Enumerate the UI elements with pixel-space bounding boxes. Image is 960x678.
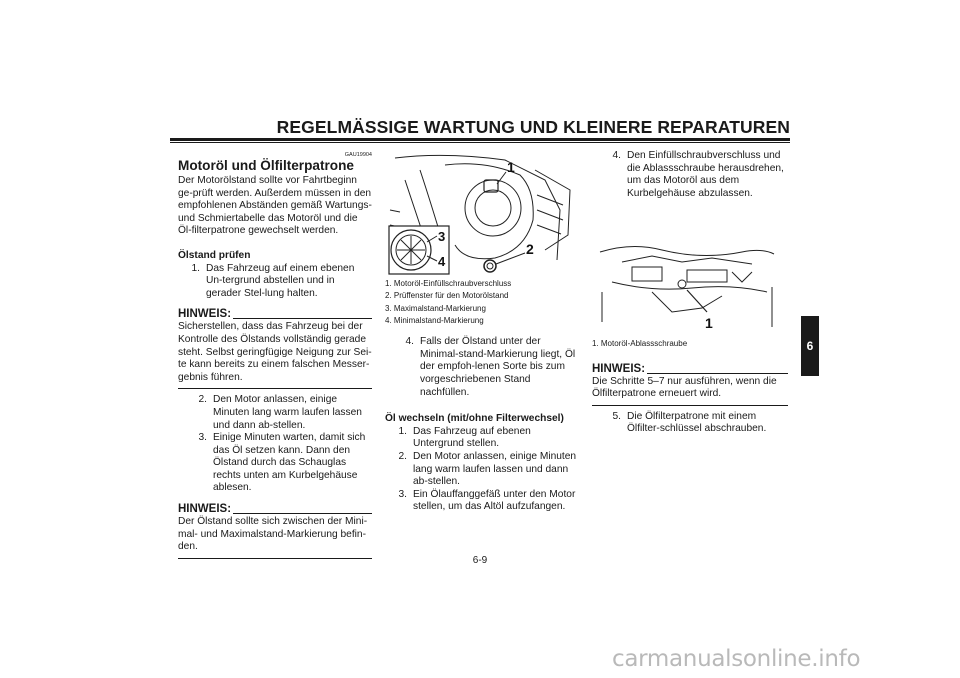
step-text: Falls der Ölstand unter der Minimal-stand-Markierung liegt, Öl der empfoh-lenen Sorte bis zum vorgeschriebenen Stand nachfüllen. bbox=[420, 336, 576, 398]
change-steps-b bbox=[592, 150, 788, 200]
callout-3: 3 bbox=[438, 229, 446, 244]
step-text: Einige Minuten warten, damit sich das Öl setzen kann. Dann den Ölstand durch das Schauglas rechts unten am Kurbelgehäuse ablesen. bbox=[213, 432, 366, 494]
change-step-2 bbox=[385, 451, 581, 489]
caption: 2. Prüffenster für den Motorölstand bbox=[385, 291, 509, 301]
section-intro: Der Motorölstand sollte vor Fahrtbeginn ge-prüft werden. Außerdem müssen in den empfohlenen Abständen gemäß Wartungs- und Schmiertabelle das Motoröl und die Öl-filterpatrone gewechselt werden. bbox=[178, 175, 372, 237]
figure2-captions bbox=[592, 338, 788, 350]
note-rule bbox=[233, 513, 372, 514]
step-number: 4. bbox=[405, 336, 414, 348]
step-number: 3. bbox=[198, 432, 207, 444]
step-text: Ein Ölauffanggefäß unter den Motor stellen, um das Altöl aufzufangen. bbox=[413, 488, 576, 513]
check-step-4 bbox=[392, 336, 581, 399]
note-text-3: Die Schritte 5–7 nur ausführen, wenn die Ölfilterpatrone erneuert wird. bbox=[592, 375, 777, 400]
note-end-rule bbox=[178, 558, 372, 559]
change-heading: Öl wechseln (mit/ohne Filterwechsel) bbox=[385, 413, 564, 425]
page-header-title: REGELMÄSSIGE WARTUNG UND KLEINERE REPARATUREN bbox=[276, 117, 790, 137]
column-left bbox=[178, 150, 372, 564]
column-right bbox=[592, 150, 788, 436]
section-code: GAU19904 bbox=[344, 152, 372, 158]
header-rule-thin bbox=[170, 142, 790, 143]
change-step-3 bbox=[385, 489, 581, 514]
note-label: HINWEIS: bbox=[178, 308, 232, 321]
note-end-rule bbox=[178, 388, 372, 389]
header-rule bbox=[170, 138, 790, 141]
caption: 1. Motoröl-Einfüllschraubverschluss bbox=[385, 279, 512, 288]
check-steps-a bbox=[178, 263, 372, 301]
step-number: 1. bbox=[191, 262, 200, 274]
check-step-3 bbox=[185, 432, 372, 495]
note-header-3 bbox=[592, 363, 788, 376]
oil-level-figure bbox=[385, 150, 575, 275]
step-text: Den Einfüllschraubverschluss und die Ablassschraube herausdrehen, um das Motoröl aus dem Kurbelgehäuse abzulassen. bbox=[627, 150, 784, 199]
change-step-1 bbox=[385, 426, 581, 451]
note-rule bbox=[233, 318, 372, 319]
note-header-2 bbox=[178, 503, 372, 516]
drain-bolt-figure bbox=[592, 212, 782, 334]
note-header-1 bbox=[178, 308, 372, 321]
step-text: Das Fahrzeug auf einem ebenen Un-tergrund abstellen und in gerader Stel-lung halten. bbox=[206, 262, 355, 299]
note-rule bbox=[647, 373, 788, 374]
step-text: Den Motor anlassen, einige Minuten lang warm laufen lassen und dann ab-stellen. bbox=[413, 450, 577, 488]
callout-1: 1 bbox=[705, 315, 713, 332]
change-step-4 bbox=[599, 150, 788, 200]
section-title: Motoröl und Ölfilterpatrone bbox=[178, 158, 354, 173]
figure1-captions bbox=[385, 278, 581, 327]
caption: 4. Minimalstand-Markierung bbox=[385, 315, 484, 325]
note-text-2: Der Ölstand sollte sich zwischen der Mini-mal- und Maximalstand-Markierung befin-den. bbox=[178, 516, 368, 553]
note-label: HINWEIS: bbox=[178, 503, 232, 516]
change-step-5 bbox=[599, 411, 788, 436]
note-text-1: Sicherstellen, dass das Fahrzeug bei der Kontrolle des Ölstands vollständig gerade steht. Selbst geringfügige Neigung zur Sei-te kann bereits zu einem falschen Messer-gebnis führen. bbox=[178, 321, 372, 383]
callout-2: 2 bbox=[526, 241, 534, 257]
check-heading: Ölstand prüfen bbox=[178, 249, 251, 261]
change-steps-a bbox=[385, 426, 581, 514]
check-steps-c bbox=[385, 336, 581, 399]
check-step-2 bbox=[185, 394, 372, 432]
step-number: 5. bbox=[612, 410, 621, 422]
change-steps-c bbox=[592, 411, 788, 436]
chapter-tab: 6 bbox=[801, 316, 819, 376]
step-number: 1. bbox=[398, 425, 407, 437]
step-number: 2. bbox=[198, 394, 207, 406]
check-step-1 bbox=[178, 263, 372, 301]
note-end-rule bbox=[592, 405, 788, 406]
page-number: 6-9 bbox=[472, 555, 488, 566]
step-number: 3. bbox=[398, 488, 407, 500]
step-text: Den Motor anlassen, einige Minuten lang warm laufen lassen und dann ab-stellen. bbox=[213, 394, 362, 431]
step-number: 4. bbox=[612, 150, 621, 161]
check-steps-b bbox=[178, 394, 372, 495]
step-text: Das Fahrzeug auf ebenen Untergrund stellen. bbox=[413, 425, 531, 450]
watermark-text: carmanualsonline.info bbox=[612, 646, 861, 672]
note-label: HINWEIS: bbox=[592, 362, 646, 375]
column-middle bbox=[385, 150, 581, 514]
step-text: Die Ölfilterpatrone mit einem Ölfilter-schlüssel abschrauben. bbox=[627, 410, 767, 435]
caption: 3. Maximalstand-Markierung bbox=[385, 303, 486, 313]
callout-1: 1 bbox=[507, 159, 515, 175]
callout-4: 4 bbox=[438, 254, 446, 269]
step-number: 2. bbox=[398, 450, 407, 462]
caption: 1. Motoröl-Ablassschraube bbox=[592, 339, 688, 349]
